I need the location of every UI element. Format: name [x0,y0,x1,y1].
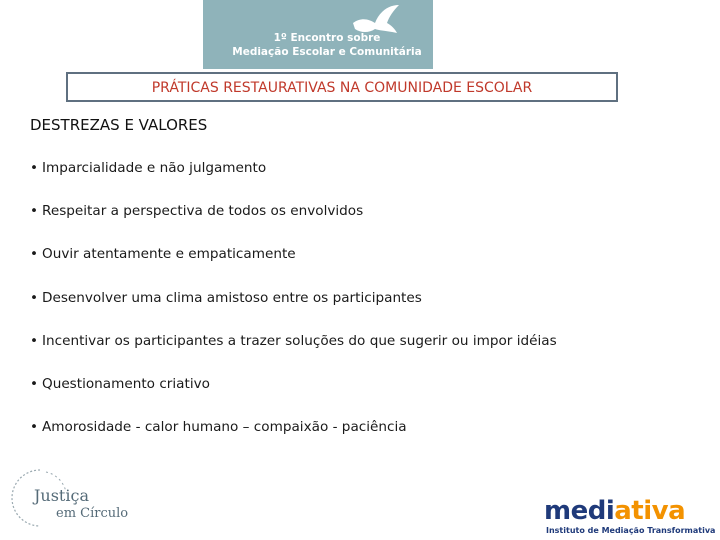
page-title: PRÁTICAS RESTAURATIVAS NA COMUNIDADE ESCOLAR [151,80,533,96]
bullet: • [30,203,39,220]
bullet: • [30,246,39,263]
brand-part2: ativa [614,496,686,526]
brand-part1: medi [544,496,615,526]
list-item [30,417,690,460]
list-item [30,244,690,287]
justica-em-circulo-logo [10,466,130,530]
list-item-text: Incentivar os participantes a trazer soluções do que sugerir ou impor idéias [42,332,557,349]
list-item-text: Desenvolver uma clima amistoso entre os participantes [42,289,422,306]
title-box [66,72,618,102]
list-item-text: Respeitar a perspectiva de todos os envolvidos [42,203,364,220]
logo-left-line2: em Círculo [56,506,129,521]
bullet: • [30,160,39,176]
bullet: • [30,289,39,306]
brand-wordmark [544,496,685,526]
section-heading: DESTREZAS E VALORES [30,116,208,134]
list-item-text: Amorosidade - calor humano – compaixão - paciência [42,419,407,436]
mediativa-logo [544,496,716,538]
banner-line2: Mediação Escolar e Comunitária [232,46,422,58]
points-list [30,158,690,460]
bullet: • [30,332,39,349]
list-item-text: Imparcialidade e não julgamento [42,160,267,176]
bullet: • [30,419,39,436]
list-item [30,374,690,417]
banner-line1: 1º Encontro sobre [273,32,381,44]
list-item [30,288,690,331]
list-item [30,201,690,244]
logo-left-line1: Justiça [34,486,89,505]
event-banner [203,0,433,69]
list-item [30,331,690,374]
list-item [30,158,690,201]
banner-text [227,31,427,59]
bullet: • [30,375,39,392]
brand-subtitle: Instituto de Mediação Transformativa [546,526,716,535]
list-item-text: Ouvir atentamente e empaticamente [42,246,296,263]
list-item-text: Questionamento criativo [42,375,210,392]
